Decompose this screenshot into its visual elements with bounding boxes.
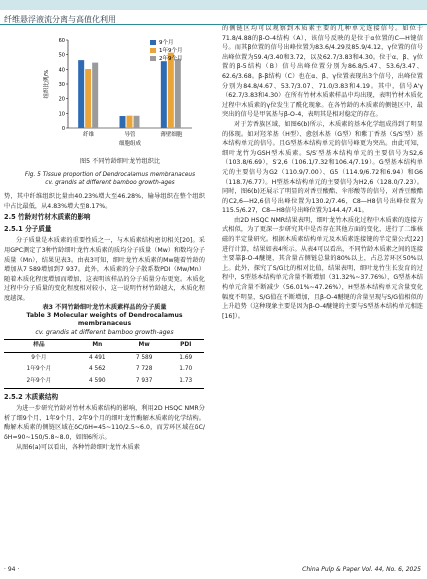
table-cell: 2年9个月	[26, 377, 52, 384]
table-cell: 4 590	[88, 377, 106, 384]
table-header-cell: PDI	[180, 342, 192, 349]
legend-label: 2年9个月	[159, 56, 183, 62]
x-tick-label: 纤维	[83, 132, 95, 138]
y-tick-label: 60	[58, 38, 65, 44]
header-bar	[0, 0, 427, 10]
table-cell: 1.73	[179, 377, 193, 384]
table-cell: 1.69	[179, 354, 193, 361]
x-tick-label: 薄壁细胞	[160, 132, 183, 138]
journal-section-title: 纤维悬浮液流分离与高值化利用	[4, 15, 116, 24]
paragraph: 由2D HSQC NMR结果表明，细叶龙竹木质化过程中木质素的连接方式相似，为了更深一步研究其中是否存在其他方面的变化，进行了二维核磁的半定量研究。根据木质素结构单元及木质素连接键的半定量公式[22]进行计算，结果如表4所示。从表4可以看出，不同竹龄木质素之间的连接主要靠β-O-4醚键，其含量占侧链总量的80%以上，占总芳环区50%以上。此外，探究了S/G比的相对比值，结果表明，细叶龙竹生长发育的过程中，S型基本结构单元含量不断增加（31.32%~37.76%），G型基本结构单元含量不断减少（56.01%~47.26%），H型基本结构单元含量变化幅度不明显，S/G值在不断增加，且β-O-4醚键的含量呈现与S/G值相似的上升趋势（这种现象主要是因为β-O-4醚键的主要与S型基本结构单元相连[16]）。	[222, 216, 423, 320]
paragraph: 为进一步研究竹龄对竹材木质素结构的影响，利用2D HSQC NMR分析了细9个月、1年9个月、2年9个月的细叶龙竹酶解木质素的化学结构。酶解木质素的侧链区域在δC/δH=45~110/2.5~6.0，而芳环区域在δC/δH=90~150/5.8~8.0，如图6所示。	[4, 405, 205, 441]
left-column	[4, 192, 205, 452]
bar	[175, 59, 181, 128]
table-cell: 7 728	[135, 366, 153, 373]
figure-caption-en: Fig. 5 Tissue proportion of Dendrocalamus membranaceus cv. grandis at different bamboo growth-ages	[24, 172, 196, 186]
molecular-weight-table	[4, 339, 204, 388]
bar	[120, 116, 126, 128]
bar	[161, 61, 167, 128]
y-tick-label: 0	[61, 126, 65, 132]
y-tick-label: 30	[58, 82, 65, 88]
table-cell: 4 491	[88, 354, 106, 361]
y-tick-label: 10	[58, 111, 65, 118]
bar	[168, 53, 174, 128]
paragraph: 从图6(a)可以看出，各种竹龄细叶龙竹木质素	[16, 443, 140, 451]
table-row	[4, 364, 204, 376]
legend-swatch	[150, 56, 156, 61]
paragraph: 对于芳香族区域，如图6(b)所示，木质素的基本化学组成得到了明显的体现。如对羟苯基（H型）、愈创木基（G型）和紫丁香基（S/S′型）基本结构单元的信号。且G型基本结构单元的信号峰更为突出。由此可知，细叶龙竹为GSH型木质素。S/S′型基本结构单元的主要信号为S2,6（103.8/6.69），S′2,6（106.1/7.32和106.4/7.19）。G型基本结构单元的主要信号为G2（110.9/7.00）、G5（114.9/6.72和6.94）和G6（118.7/6.77）。H型基本结构单元的主要信号为H2,6（128.0/7.23）。同时，图6(b)还展示了明显的对香豆酸酯、伞形酸等的信号，对香豆酸酯的C2,6—H2,6信号出峰位置为130.2/7.46，C8—H8信号出峰位置为115.5/6.27，C8—H8信号出峰位置为144.4/7.41。	[222, 120, 423, 215]
table-cell: 4 562	[88, 366, 106, 373]
y-tick-label: 20	[58, 96, 65, 103]
table-header-cell: Mw	[138, 342, 150, 349]
figure-caption-zh: 图5 不同竹龄细叶龙竹组织比	[79, 158, 161, 165]
legend-swatch	[150, 40, 156, 45]
x-tick-label: 导管	[124, 132, 136, 138]
paragraph: 的侧链区均可以观察到木质素主要的几种单元连接信号。如位于71.8/4.88的β-O-4结构（A），该信号反映的是位于α位置的C—H键信号。而其β位置的信号出峰位置为83.6/4.29及85.9/4.12，γ位置的信号出峰位置为59.4/3.40和3.72，以及62.7/3.83和4.30。位于α、β、γ位置的β-5结构（B）信号出峰位置分别为86.8/5.47、53.6/3.47、62.6/3.68。β-β结构（C）也在α、β、γ位置表现出3个信号，出峰位置分别为84.8/4.67、53.7/3.07、71.0/3.83和4.19。其中，信号A'γ（62.7/3.83和4.30）在所有竹材木质素样品中均出现，表明竹材木质化过程中木质素的γ位发生了酰化现象。在各竹龄的木质素的侧链区中，最突出的信号是甲氧基与β-O-4，表明其是相对稳定的存在。	[222, 25, 423, 119]
table-row	[4, 376, 204, 388]
table-cell: 7 589	[135, 354, 153, 361]
x-axis-label: 细胞组成	[118, 141, 142, 147]
table-caption-en: Table 3 Molecular weights of Dendrocalamus membranaceus	[26, 311, 183, 328]
paragraph: 分子质量是木质素的重要性质之一，与木质素结构密切相关[20]。采用GPC测定了3种竹龄细叶龙竹木质素的质均分子质量（Mw）和数均分子质量（Mn），结果见表3。由表3可知，细叶龙竹木质素的Mw随着竹龄的增加从7 589增加到7 937。此外，木质素的分子散系数PDI（Mw/Mn）随着木质化程度增加而增加，这表明该样品的分子质量分布更宽。木质化过程中分子质量的变化程度相对较小，这一说明竹材竹龄越大，木质化程度越深。	[4, 237, 205, 302]
bar	[92, 63, 98, 128]
page-number: · 94 ·	[4, 566, 20, 573]
tissue-proportion-chart	[40, 32, 200, 152]
table-cell: 9个月	[31, 354, 47, 361]
table-cell: 7 937	[135, 377, 153, 384]
table-cell: 1.70	[179, 366, 193, 373]
y-tick-label: 40	[58, 67, 65, 74]
subsection-heading: 2.5.2 木质素结构	[4, 392, 59, 401]
table-caption-zh: 表3 不同竹龄细叶龙竹木质素样品的分子质量	[42, 303, 167, 311]
table-header-row	[4, 340, 204, 353]
table-caption-en-2: cv. grandis at different bamboo growth-ages	[35, 328, 174, 336]
right-column	[222, 24, 423, 321]
table-cell: 1年9个月	[26, 366, 52, 373]
legend-label: 1年9个月	[159, 48, 183, 54]
table-header-cell: 样品	[33, 342, 45, 349]
legend-swatch	[150, 48, 156, 53]
bar	[78, 60, 84, 128]
bar	[85, 69, 91, 128]
bar	[134, 116, 140, 128]
bar	[127, 116, 133, 128]
legend-label: 9个月	[159, 40, 174, 46]
table-header-cell: Mn	[92, 342, 103, 349]
table-row	[4, 352, 204, 364]
y-axis-label: 组织比例/%	[44, 69, 50, 99]
section-heading: 2.5 竹龄对竹材木质素的影响	[4, 213, 91, 222]
journal-citation: China Pulp & Paper Vol. 44, No. 6, 2025	[302, 566, 421, 573]
y-tick-label: 50	[58, 52, 65, 59]
paragraph: 势，其中纤维组织比量由40.23%增大至46.28%，输导组织在整个组织中占比最低，从4.83%增大至8.17%。	[4, 193, 205, 210]
subsection-heading: 2.5.1 分子质量	[4, 224, 52, 233]
